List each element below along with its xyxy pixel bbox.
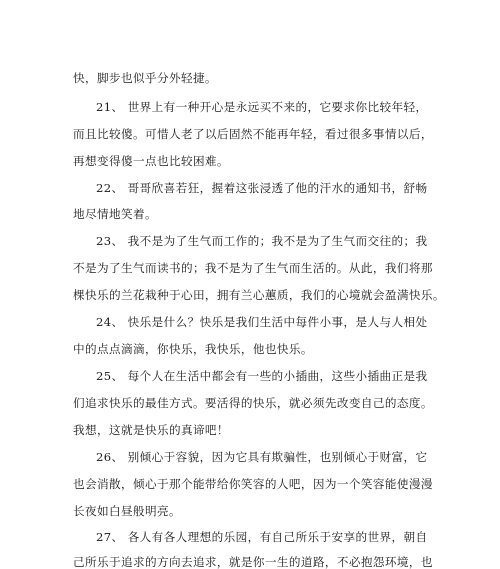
paragraph-26-line-2: 也会消散，倾心于那个能带给你笑容的人吧，因为一个笑容能使漫漫 <box>73 477 433 491</box>
paragraph-27-line-2: 己所乐于追求的方向去追求，就是你一生的道路，不必抱怨环境，也 <box>73 555 433 569</box>
paragraph-21-line-1: 21、 世界上有一种开心是永远买不来的，它要求你比较年轻， <box>96 100 428 114</box>
paragraph-24-line-1: 24、 快乐是什么？快乐是我们生活中每件小事，是人与人相处 <box>96 315 428 329</box>
paragraph-23-line-3: 棵快乐的兰花栽种于心田，拥有兰心蕙质，我们的心境就会盈满快乐。 <box>73 288 445 302</box>
paragraph-23-line-1: 23、 我不是为了生气而工作的；我不是为了生气而交往的；我 <box>96 234 428 248</box>
paragraph-25-line-3: 我想，这就是快乐的真谛吧！ <box>73 423 229 437</box>
paragraph-21-line-3: 再想变得傻一点也比较困难。 <box>73 154 229 168</box>
paragraph-26-line-1: 26、 别倾心于容貌，因为它具有欺骗性，也别倾心于财富，它 <box>96 450 428 464</box>
paragraph-26-line-3: 长夜如白昼般明亮。 <box>73 504 181 518</box>
paragraph-22-line-1: 22、 哥哥欣喜若狂，握着这张浸透了他的汗水的通知书，舒畅 <box>96 181 428 195</box>
paragraph-22-line-2: 地尽情地笑着。 <box>73 207 157 221</box>
paragraph-27-line-1: 27、 各人有各人理想的乐园，有自己所乐于安享的世界，朝自 <box>96 530 428 544</box>
paragraph-21-line-2: 而且比较傻。可惜人老了以后固然不能再年轻，看过很多事情以后， <box>73 127 433 141</box>
text-line: 快，脚步也似乎分外轻捷。 <box>73 71 217 85</box>
paragraph-25-line-1: 25、 每个人在生活中都会有一些的小插曲，这些小插曲正是我 <box>96 369 428 383</box>
paragraph-23-line-2: 不是为了生气而读书的；我不是为了生气而生活的。从此，我们将那 <box>73 261 433 275</box>
paragraph-24-line-2: 中的点点滴滴，你快乐，我快乐，他也快乐。 <box>73 342 313 356</box>
paragraph-25-line-2: 们追求快乐的最佳方式。要活得的快乐，就必须先改变自己的态度。 <box>73 396 433 410</box>
